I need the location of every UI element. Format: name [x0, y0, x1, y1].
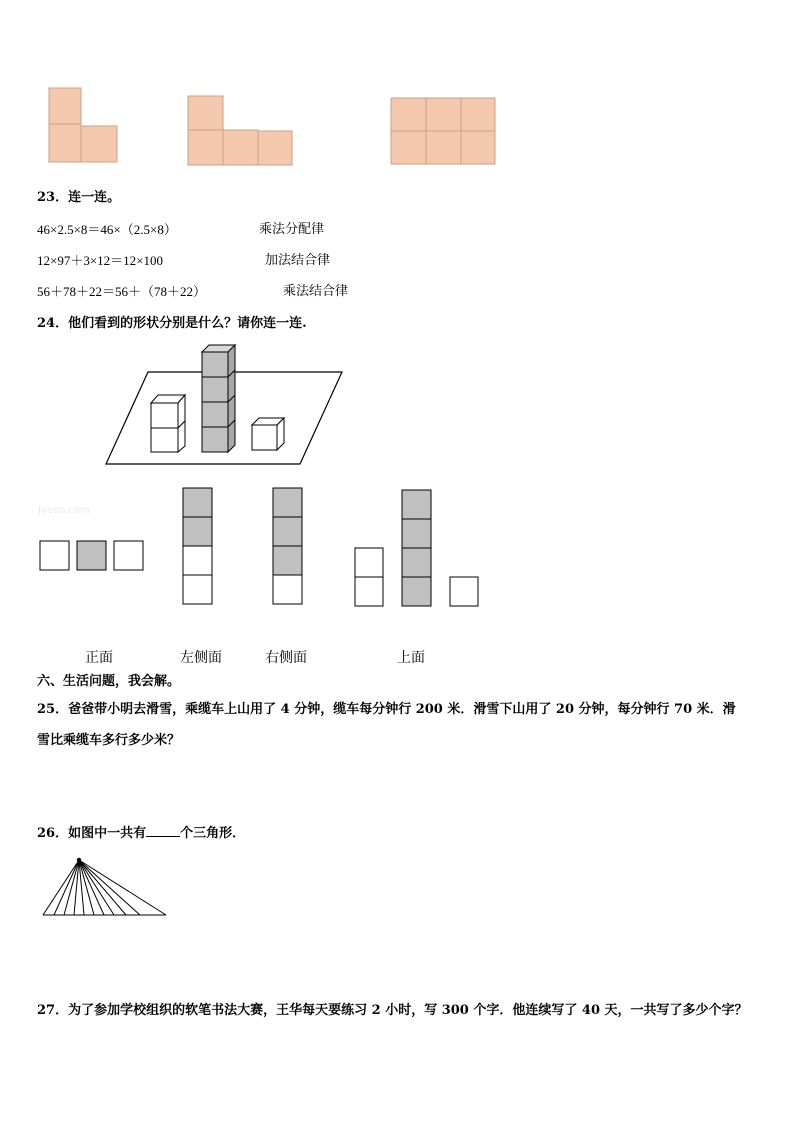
cube-arrangement-figure — [0, 335, 794, 470]
q26-text-after: 个三角形． — [180, 826, 246, 841]
view-label-top: 上面 — [397, 650, 425, 666]
answer-blank[interactable] — [146, 824, 180, 837]
q23-equation-3: 56＋78＋22＝56＋（78＋22） — [37, 284, 207, 299]
q23-law-3: 乘法结合律 — [283, 284, 349, 299]
q27-text: 27．为了参加学校组织的软笔书法大赛，王华每天要练习 2 小时，写 300 个字．他连续写了 40 天，一共写了多少个字？ — [37, 1003, 748, 1018]
q23-equation-2: 12×97＋3×12＝12×100 — [37, 253, 163, 268]
view-label-left: 左侧面 — [180, 650, 222, 666]
view-column-a — [183, 488, 212, 604]
gray-cube-tower — [202, 345, 235, 452]
view-label-right: 右侧面 — [265, 650, 307, 666]
section-6-title: 六、生活问题，我会解。 — [37, 674, 181, 689]
q23-equation-1: 46×2.5×8＝46×（2.5×8） — [37, 222, 177, 237]
q25-line-1: 25．爸爸带小明去滑雪，乘缆车上山用了 4 分钟，缆车每分钟行 200 米．滑雪下山用了 20 分钟，每分钟行 70 米．滑 — [37, 702, 736, 717]
figure-l-shape — [49, 88, 117, 162]
q26-text-before: 26．如图中一共有 — [37, 826, 147, 841]
watermark: Jyeoo.com — [38, 505, 90, 516]
fan-triangle-figure — [35, 852, 175, 922]
q26-question — [37, 822, 245, 841]
view-column-b — [273, 488, 302, 604]
view-combined — [355, 490, 478, 606]
q23-law-2: 加法结合律 — [265, 253, 331, 268]
single-white-cube — [252, 418, 284, 450]
q25-line-2: 雪比乘缆车多行多少米？ — [37, 733, 181, 748]
view-front-row — [40, 541, 143, 570]
q24-title: 24．他们看到的形状分别是什么？请你连一连. — [37, 316, 307, 331]
q23-law-1: 乘法分配律 — [259, 222, 325, 237]
view-label-front: 正面 — [85, 650, 113, 666]
q23-title: 23．连一连。 — [37, 190, 121, 205]
white-cube-stack — [151, 395, 185, 452]
view-shapes — [0, 485, 794, 610]
figure-step-shape — [188, 96, 292, 165]
figure-rectangle-shape — [391, 98, 495, 164]
tan-square-figures — [0, 0, 794, 175]
